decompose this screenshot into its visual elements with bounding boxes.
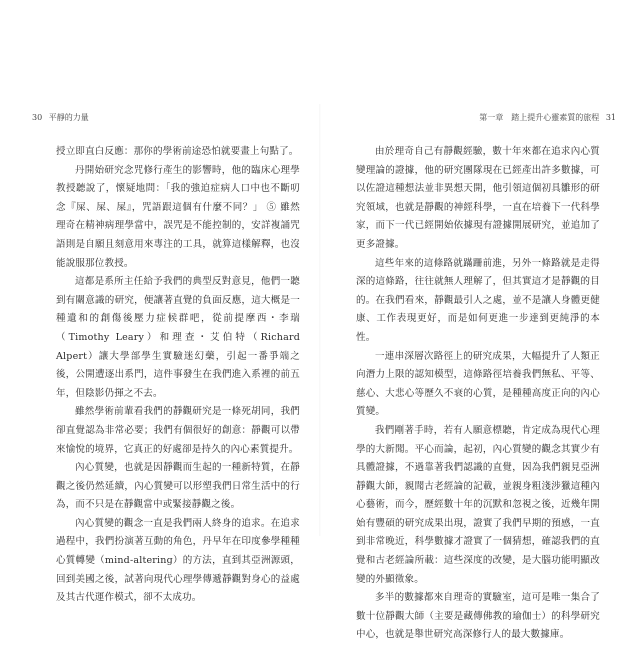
right-running-title: 第一章 踏上提升心靈素質的旅程 [479,113,600,122]
left-page-number: 30 [32,113,43,122]
left-page-body [56,143,300,608]
right-page-number: 31 [605,113,616,122]
book-gutter [319,104,321,536]
paragraph: 內心質變，也就是因靜觀而生起的一種新特質，在靜觀之後仍然延續，內心質變可以形塑我們日常生活中的行為，而不只是在靜觀當中或緊接靜觀之後。 [56,462,300,511]
paragraph: 這都是系所主任給予我們的典型反對意見，他們一聽到有關意識的研究，便讓著直覺的負面反應，這大概是一種遺和的創傷後壓力症候群吧，從前提摩西・李瑞（Timothy Leary）和理查・艾伯特（Richard Alpert）讓大學部學生實驗迷幻藥，引起一番爭端之後，公開遭逐出系門，這件事發生在我們進入系裡的前五年，但陰影仍揮之不去。 [56,276,300,399]
paragraph: 由於理奇自己有靜觀經驗，數十年來都在追求內心質變理論的證據，他的研究團隊現在已經產出許多數據，可以佐證這種想法並非異想天開，他引領這個初具雛形的研究領域，也就是靜觀的神經科學，一直在培養下一代科學家，而下一代已經開始依據現有證據開展研究，並追加了更多證據。 [356,146,600,250]
paragraph: 我們剛著手時，若有人願意標聽，肯定成為現代心理學的大新聞。平心而論，起初，內心質變的觀念其實少有具體證據，不過靠著我們認識的直覺，因為我們親見亞洲靜觀大師，親聞古老經論的記載，並親身粗淺涉獵這種內心藝術，而今，歷經數十年的沉默和忽視之後，近幾年開始有豐碩的研究成果出現，證實了我們早期的預感，一直到非常晚近，科學數據才證實了一個猜想，確認我們的直覺和古老經論所載：這些深度的改變，是大腦功能明顯改變的外顯徵象。 [356,424,600,585]
paragraph: 丹開始研究念咒修行產生的影響時，他的臨床心理學教授聽說了，懷疑地問：「我的強迫症病人口中也不斷叨念『屎、屎、屎』，咒語跟這個有什麼不同？」 ⑤ 雖然理奇在精神病理學當中，誤咒是不能控制的，安詳複誦咒語則是自願且刻意用來專注的工具，就算這樣解釋，也沒能說服那位教授。 [56,164,300,269]
paragraph: 雖然學術前輩看我們的靜觀研究是一條死胡同，我們卻直覺認為非常必要；我們有個很好的創意：靜觀可以帶來愉悅的境界，它真正的好處卻是持久的內心素質提升。 [56,406,300,455]
right-page-header [479,112,620,123]
paragraph: 一連串深層次路徑上的研究成果，大幅提升了人類正向潛力上限的認知模型，這條路徑培養我們無私、平等、慈心、大悲心等歷久不衰的心質，是種種高度正向的內心質變。 [356,350,600,418]
paragraph: 內心質變的觀念一直是我們兩人終身的追求。在追求過程中，我們扮演著互動的角色，丹早年在印度參學種種心質轉變（mind-altering）的方法，直到其亞洲源頭，回到美國之後，試著向現代心理學傳遞靜觀對身心的益處及其古代運作模式，卻不太成功。 [56,517,300,604]
right-page-body [356,143,600,645]
paragraph: 多半的數據都來自理奇的實驗室，這可是唯一集合了數十位靜觀大師（主要是藏傳佛教的瑜伽士）的科學研究中心，也就是舉世研究高深修行人的最大數據庫。 [356,592,600,641]
paragraph: 這些年來的這條路就蹣跚前進，另外一條路就是走得深的這條路，往往就無人理解了，但其實這才是靜觀的目的。在我們看來，靜觀最引人之處，並不是讓人身體更健康、工作表現更好，而是如何更進一步達到更純淨的本性。 [356,257,600,343]
left-running-title: 平靜的力量 [48,113,89,122]
paragraph: 授立即直白反應：那你的學術前途恐怕就要畫上句點了。 [56,146,299,157]
left-page-header [28,112,89,123]
